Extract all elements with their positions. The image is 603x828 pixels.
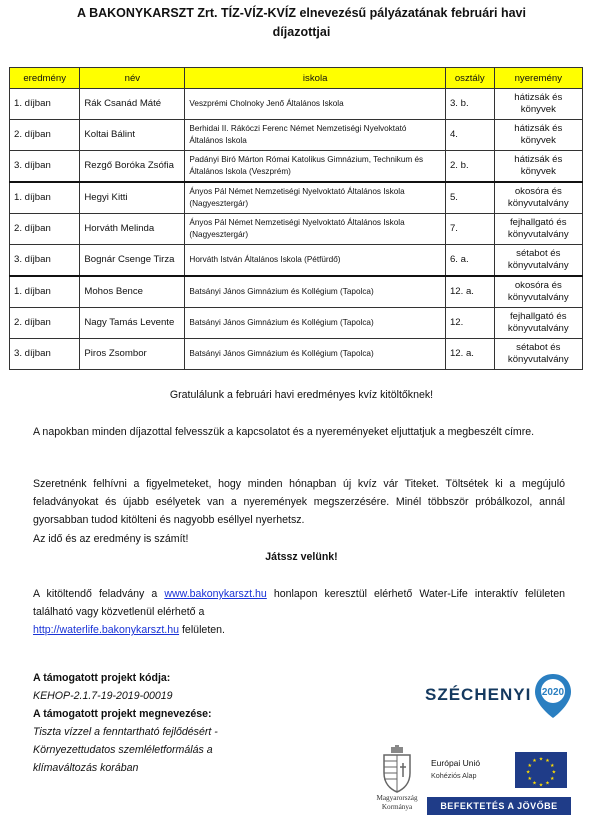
cell-iskola: Padányi Biró Márton Római Katolikus Gimnázium, Technikum és Általános Iskola (Veszprém) (185, 151, 446, 183)
cohesion-fund-label: Kohéziós Alap (431, 771, 477, 780)
svg-text:★: ★ (538, 756, 544, 763)
title-line-2: díjazottjai (272, 25, 331, 39)
cell-nev: Rák Csanád Máté (80, 89, 185, 120)
cell-eredmeny: 1. díjban (10, 89, 80, 120)
eu-flag-icon (515, 752, 567, 788)
cell-eredmeny: 3. díjban (10, 245, 80, 277)
congrats-text: Gratulálunk a februári havi eredményes kvíz kitöltőknek! (169, 389, 434, 401)
svg-text:★: ★ (525, 769, 531, 776)
project-name-line-1: Tiszta vízzel a fenntartható fejlődésért - (33, 726, 218, 738)
svg-text:★: ★ (549, 775, 555, 782)
table-row (10, 214, 583, 245)
table-row (10, 120, 583, 151)
szechenyi-pin-icon (533, 672, 573, 720)
title-line-1: A BAKONYKARSZT Zrt. TÍZ-VÍZ-KVÍZ elnevezésű pályázatának februári havi (77, 6, 526, 20)
invest-in-future-banner: BEFEKTETÉS A JÖVŐBE (427, 797, 571, 815)
gov-line-1: Magyarország (376, 794, 418, 802)
svg-text:★: ★ (532, 758, 537, 765)
cell-osztaly: 12. (445, 308, 494, 339)
task-text-mid: honlapon keresztül elérhető Water-Life interaktív felületen található vagy közvetlenül elérhető a (33, 588, 565, 618)
cell-nyeremeny: sétabot és könyvutalvány (494, 245, 582, 277)
gov-line-2: Kormánya (381, 803, 413, 811)
cell-osztaly: 4. (445, 120, 494, 151)
svg-text:★: ★ (527, 762, 533, 769)
svg-text:★: ★ (527, 775, 533, 782)
cell-nyeremeny: okosóra és könyvutalvány (494, 276, 582, 308)
szechenyi-year: 2020 (541, 687, 565, 698)
svg-text:★: ★ (545, 758, 550, 765)
cell-iskola: Ányos Pál Német Nemzetiségi Nyelvoktató Általános Iskola (Nagyesztergár) (185, 214, 446, 245)
cell-nyeremeny: okosóra és könyvutalvány (494, 182, 582, 214)
task-paragraph (33, 585, 565, 639)
cell-iskola: Batsányi János Gimnázium és Kollégium (Tapolca) (185, 276, 446, 308)
header-nev: név (80, 68, 185, 89)
cell-nyeremeny: fejhallgató és könyvutalvány (494, 308, 582, 339)
cell-nev: Horváth Melinda (80, 214, 185, 245)
cell-osztaly: 5. (445, 182, 494, 214)
szechenyi-2020-logo (425, 672, 575, 732)
contact-paragraph: A napokban minden díjazottal felvesszük a kapcsolatot és a nyereményeket eljuttatjuk a megbeszélt címre. (33, 426, 535, 438)
table-row (10, 276, 583, 308)
cell-eredmeny: 1. díjban (10, 182, 80, 214)
project-name-line-3: klímaváltozás korában (33, 762, 139, 774)
header-eredmeny: eredmény (10, 68, 80, 89)
svg-text:★: ★ (549, 762, 555, 769)
cell-eredmeny: 2. díjban (10, 120, 80, 151)
cell-osztaly: 7. (445, 214, 494, 245)
table-row (10, 339, 583, 370)
cell-nev: Bognár Csenge Tirza (80, 245, 185, 277)
cell-iskola: Batsányi János Gimnázium és Kollégium (Tapolca) (185, 339, 446, 370)
table-row (10, 151, 583, 183)
header-osztaly: osztály (445, 68, 494, 89)
header-nyeremeny: nyeremény (494, 68, 582, 89)
szechenyi-wordmark: SZÉCHENYI (425, 685, 532, 704)
cell-nev: Hegyi Kitti (80, 182, 185, 214)
svg-text:★: ★ (545, 780, 550, 787)
table-header-row (10, 68, 583, 89)
waterlife-link[interactable]: http://waterlife.bakonykarszt.hu (33, 624, 180, 636)
cell-eredmeny: 1. díjban (10, 276, 80, 308)
cell-nev: Rezgő Boróka Zsófia (80, 151, 185, 183)
table-row (10, 182, 583, 214)
cell-nyeremeny: hátizsák és könyvek (494, 120, 582, 151)
cell-nev: Mohos Bence (80, 276, 185, 308)
cell-nyeremeny: hátizsák és könyvek (494, 151, 582, 183)
table-row (10, 308, 583, 339)
header-iskola: iskola (185, 68, 446, 89)
monthly-quiz-paragraph: Szeretnénk felhívni a figyelmeteket, hogy minden hónapban új kvíz vár Titeket. Töltsétek ki a megújuló feladványokat és újabb esélyetek van a nyeremények megszerzésére. Minél többször próbálkozol, annál gyorsabban tudod kitölteni és nagyobb eséllyel nyerhetsz. (33, 478, 565, 526)
cell-nev: Koltai Bálint (80, 120, 185, 151)
cell-iskola: Berhidai II. Rákóczi Ferenc Német Nemzetiségi Nyelvoktató Általános Iskola (185, 120, 446, 151)
cell-eredmeny: 2. díjban (10, 308, 80, 339)
svg-text:★: ★ (538, 782, 544, 788)
cell-nev: Piros Zsombor (80, 339, 185, 370)
cell-osztaly: 6. a. (445, 245, 494, 277)
cell-nyeremeny: hátizsák és könyvek (494, 89, 582, 120)
eu-label: Európai Unió (431, 758, 481, 768)
cell-osztaly: 12. a. (445, 276, 494, 308)
cell-osztaly: 12. a. (445, 339, 494, 370)
cell-eredmeny: 3. díjban (10, 151, 80, 183)
cell-iskola: Veszprémi Cholnoky Jenő Általános Iskola (185, 89, 446, 120)
document-title (0, 4, 603, 42)
cell-iskola: Ányos Pál Német Nemzetiségi Nyelvoktató Általános Iskola (Nagyesztergár) (185, 182, 446, 214)
bakonykarszt-link[interactable]: www.bakonykarszt.hu (164, 588, 267, 600)
cell-nev: Nagy Tamás Levente (80, 308, 185, 339)
svg-text:★: ★ (551, 769, 557, 776)
cell-nyeremeny: sétabot és könyvutalvány (494, 339, 582, 370)
cell-nyeremeny: fejhallgató és könyvutalvány (494, 214, 582, 245)
task-text-before: A kitöltendő feladvány a (33, 588, 165, 600)
eu-cohesion-fund-logo (425, 750, 575, 792)
cell-iskola: Horváth István Általános Iskola (Pétfürdő) (185, 245, 446, 277)
cell-eredmeny: 2. díjban (10, 214, 80, 245)
project-code-value: KEHOP-2.1.7-19-2019-00019 (33, 690, 173, 702)
project-name-line-2: Környezettudatos szemléletformálás a (33, 744, 213, 756)
task-text-after: felületen. (179, 624, 225, 636)
project-name-label: A támogatott projekt megnevezése: (33, 708, 212, 720)
table-row (10, 245, 583, 277)
project-info (33, 669, 333, 777)
cell-eredmeny: 3. díjban (10, 339, 80, 370)
time-matters-text: Az idő és az eredmény is számít! (33, 533, 189, 545)
svg-text:★: ★ (532, 780, 537, 787)
table-row (10, 89, 583, 120)
cell-osztaly: 2. b. (445, 151, 494, 183)
play-with-us-text: Játssz velünk! (265, 551, 338, 563)
winners-table (9, 67, 583, 370)
cell-iskola: Batsányi János Gimnázium és Kollégium (Tapolca) (185, 308, 446, 339)
cell-osztaly: 3. b. (445, 89, 494, 120)
project-code-label: A támogatott projekt kódja: (33, 672, 171, 684)
